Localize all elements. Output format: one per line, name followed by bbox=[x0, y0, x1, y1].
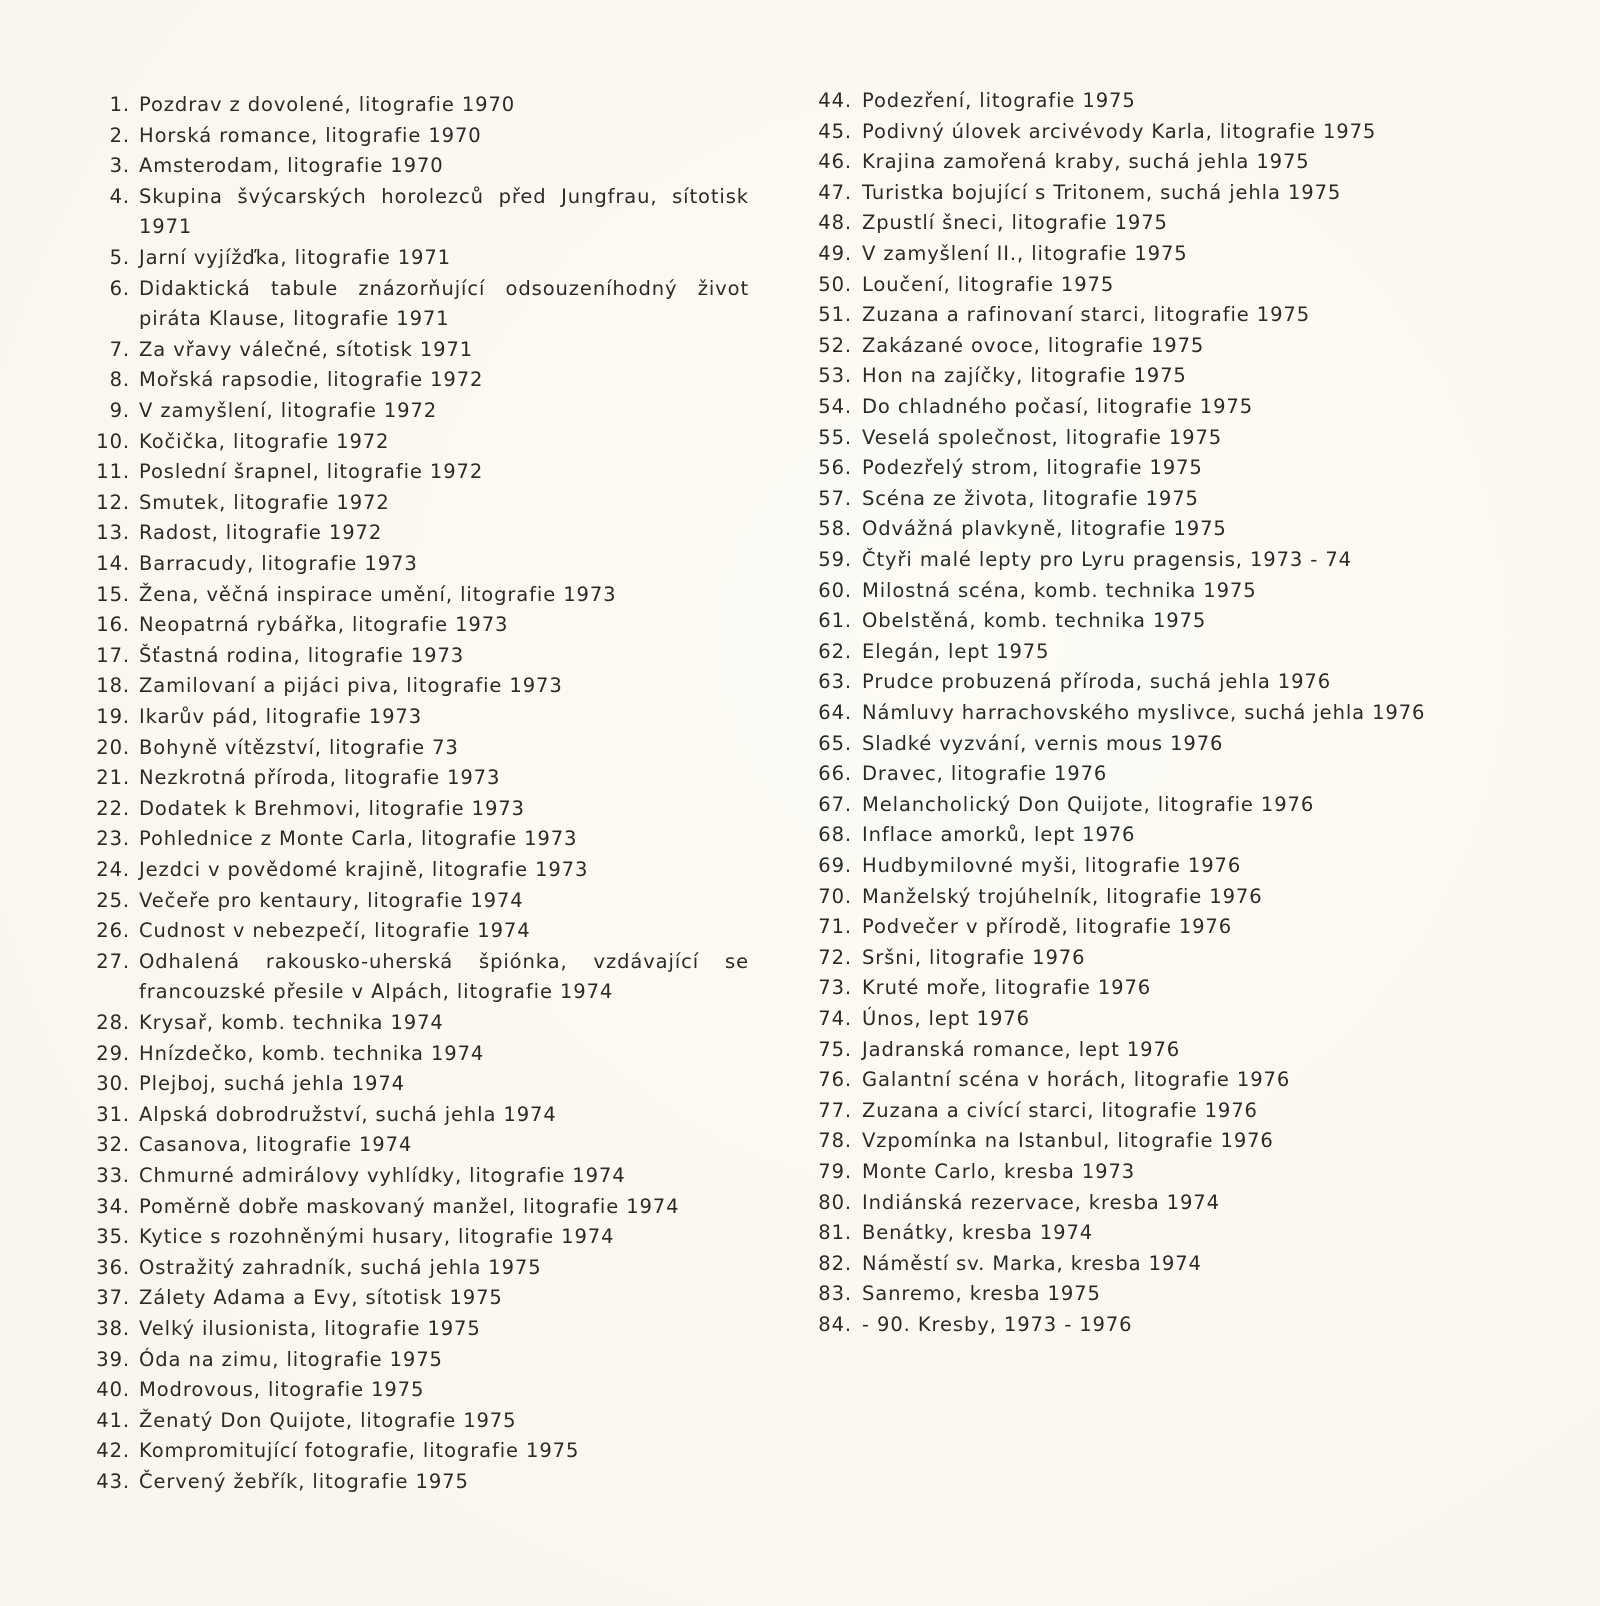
entry-number: 42. bbox=[96, 1439, 130, 1463]
catalogue-entry bbox=[88, 274, 749, 335]
entry-number: 46. bbox=[818, 150, 852, 174]
entry-title: Loučení, litografie 1975 bbox=[862, 272, 1115, 296]
entry-title: Červený žebřík, litografie 1975 bbox=[139, 1470, 469, 1493]
entry-number: 75. bbox=[818, 1037, 852, 1061]
entry-title: Jarní vyjížďka, litografie 1971 bbox=[139, 246, 451, 269]
entry-number: 7. bbox=[109, 337, 130, 361]
entry-number: 67. bbox=[818, 792, 852, 816]
entry-number: 13. bbox=[96, 521, 130, 545]
entry-number: 4. bbox=[109, 184, 130, 208]
entry-title: Modrovous, litografie 1975 bbox=[139, 1378, 425, 1402]
catalogue-entry bbox=[88, 457, 483, 488]
entry-title: Poměrně dobře maskovaný manžel, litografie 1974 bbox=[139, 1194, 680, 1218]
entry-number: 80. bbox=[818, 1190, 852, 1214]
entry-title: V zamyšlení, litografie 1972 bbox=[139, 399, 438, 422]
catalogue-entry bbox=[88, 1345, 443, 1376]
entry-number: 44. bbox=[818, 89, 852, 112]
catalogue-entry bbox=[818, 1126, 1274, 1157]
catalogue-entry bbox=[818, 484, 1199, 515]
catalogue-entry bbox=[88, 1406, 516, 1437]
catalogue-entry bbox=[818, 1004, 1030, 1035]
catalogue-entry bbox=[818, 729, 1223, 760]
entry-title: Hon na zajíčky, litografie 1975 bbox=[862, 364, 1187, 388]
entry-title: Zakázané ovoce, litografie 1975 bbox=[862, 333, 1205, 357]
entry-number: 37. bbox=[96, 1286, 130, 1310]
catalogue-entry bbox=[818, 147, 1310, 178]
entry-number: 38. bbox=[96, 1317, 130, 1340]
catalogue-entry bbox=[88, 121, 482, 152]
catalogue-entry bbox=[88, 1069, 405, 1100]
entry-number: 68. bbox=[818, 823, 852, 847]
entry-number: 66. bbox=[818, 762, 852, 786]
catalogue-entry bbox=[88, 549, 418, 580]
entry-title: Ikarův pád, litografie 1973 bbox=[139, 705, 423, 728]
entry-title: Skupina švýcarských horolezců před Jungfrau, sítotisk 1971 bbox=[139, 184, 749, 239]
catalogue-entry bbox=[818, 851, 1241, 882]
entry-number: 76. bbox=[818, 1068, 852, 1092]
entry-number: 70. bbox=[818, 884, 852, 908]
entry-title: Dravec, litografie 1976 bbox=[862, 762, 1108, 786]
entry-title: Do chladného počasí, litografie 1975 bbox=[862, 395, 1254, 418]
entry-title: Inflace amorků, lept 1976 bbox=[862, 823, 1136, 847]
entry-title: Indiánská rezervace, kresba 1974 bbox=[862, 1190, 1220, 1214]
entry-number: 41. bbox=[96, 1408, 130, 1432]
entry-number: 63. bbox=[818, 670, 852, 694]
entry-title: Velký ilusionista, litografie 1975 bbox=[139, 1317, 481, 1340]
catalogue-entry bbox=[88, 1283, 503, 1314]
entry-title: Dodatek k Brehmovi, litografie 1973 bbox=[139, 796, 525, 820]
entry-number: 11. bbox=[96, 460, 130, 484]
catalogue-entry bbox=[88, 1253, 542, 1284]
catalogue-entry bbox=[88, 1436, 579, 1467]
entry-number: 77. bbox=[818, 1098, 852, 1122]
entry-number: 6. bbox=[109, 276, 130, 300]
entry-title: Hudbymilovné myši, litografie 1976 bbox=[862, 854, 1242, 877]
entry-number: 36. bbox=[96, 1255, 130, 1279]
entry-title: Hnízdečko, komb. technika 1974 bbox=[139, 1041, 485, 1065]
catalogue-entry bbox=[88, 151, 444, 182]
catalogue-entry bbox=[88, 671, 563, 702]
entry-title: Čtyři malé lepty pro Lyru pragensis, 1973 - 74 bbox=[862, 548, 1352, 571]
entry-title: Pozdrav z dovolené, litografie 1970 bbox=[139, 93, 516, 116]
entry-number: 81. bbox=[818, 1221, 852, 1245]
entry-number: 40. bbox=[96, 1378, 130, 1402]
entry-number: 9. bbox=[109, 399, 130, 422]
catalogue-entry bbox=[88, 947, 749, 1008]
entry-title: Náměstí sv. Marka, kresba 1974 bbox=[862, 1251, 1202, 1275]
entry-title: Podezřelý strom, litografie 1975 bbox=[862, 456, 1203, 480]
entry-title: Večeře pro kentaury, litografie 1974 bbox=[139, 888, 524, 912]
entry-title: Amsterodam, litografie 1970 bbox=[139, 154, 444, 178]
catalogue-entry bbox=[88, 427, 389, 458]
entry-number: 21. bbox=[96, 766, 130, 790]
entry-title: Óda na zimu, litografie 1975 bbox=[139, 1347, 443, 1371]
entry-number: 49. bbox=[818, 242, 852, 265]
catalogue-entry bbox=[818, 270, 1114, 301]
catalogue-entry bbox=[88, 365, 483, 396]
entry-number: 57. bbox=[818, 486, 852, 510]
entry-title: Poslední šrapnel, litografie 1972 bbox=[139, 460, 484, 484]
catalogue-entry bbox=[818, 1218, 1093, 1249]
entry-title: Barracudy, litografie 1973 bbox=[139, 552, 418, 575]
entry-number: 48. bbox=[818, 211, 852, 235]
entry-title: Pohlednice z Monte Carla, litografie 1973 bbox=[139, 827, 578, 851]
entry-title: Plejboj, suchá jehla 1974 bbox=[139, 1072, 405, 1096]
entry-title: Didaktická tabule znázorňující odsouzeníhodný život piráta Klause, litografie 1971 bbox=[139, 276, 749, 331]
catalogue-entry bbox=[88, 1161, 626, 1192]
entry-number: 33. bbox=[96, 1164, 130, 1187]
entry-number: 78. bbox=[818, 1129, 852, 1153]
catalogue-entry bbox=[818, 117, 1376, 148]
catalogue-entry bbox=[88, 1039, 484, 1070]
catalogue-entry bbox=[818, 759, 1107, 790]
catalogue-entry bbox=[88, 794, 525, 825]
entry-number: 29. bbox=[96, 1041, 130, 1065]
entry-number: 15. bbox=[96, 582, 130, 606]
entry-title: Podvečer v přírodě, litografie 1976 bbox=[862, 915, 1233, 939]
entry-title: Námluvy harrachovského myslivce, suchá jehla 1976 bbox=[862, 701, 1426, 724]
entry-number: 50. bbox=[818, 272, 852, 296]
catalogue-entry bbox=[88, 824, 577, 855]
entry-title: Za vřavy válečné, sítotisk 1971 bbox=[139, 337, 474, 361]
catalogue-entry bbox=[818, 1035, 1180, 1066]
entry-number: 61. bbox=[818, 609, 852, 633]
entry-title: Scéna ze života, litografie 1975 bbox=[862, 486, 1199, 510]
catalogue-entry bbox=[818, 545, 1352, 576]
catalogue-entry bbox=[818, 86, 1136, 117]
entry-title: Krysař, komb. technika 1974 bbox=[139, 1011, 444, 1034]
catalogue-entry bbox=[818, 698, 1425, 729]
catalogue-entry bbox=[88, 1467, 469, 1498]
entry-title: Elegán, lept 1975 bbox=[862, 639, 1050, 663]
entry-number: 53. bbox=[818, 364, 852, 388]
catalogue-entry bbox=[818, 606, 1206, 637]
entry-number: 82. bbox=[818, 1251, 852, 1275]
entry-number: 30. bbox=[96, 1072, 130, 1096]
entry-title: Chmurné admirálovy vyhlídky, litografie 1974 bbox=[139, 1164, 626, 1187]
entry-title: Zuzana a rafinovaní starci, litografie 1975 bbox=[862, 303, 1310, 327]
entry-number: 51. bbox=[818, 303, 852, 327]
catalogue-entry bbox=[818, 1157, 1135, 1188]
entry-number: 24. bbox=[96, 858, 130, 881]
entry-title: Benátky, kresba 1974 bbox=[862, 1221, 1094, 1245]
catalogue-entry bbox=[818, 208, 1168, 239]
catalogue-entry bbox=[818, 912, 1232, 943]
entry-title: Sršni, litografie 1976 bbox=[862, 945, 1086, 969]
entry-number: 31. bbox=[96, 1102, 130, 1126]
catalogue-entry bbox=[88, 243, 451, 274]
entry-title: Zpustlí šneci, litografie 1975 bbox=[862, 211, 1168, 235]
entry-title: Krajina zamořená kraby, suchá jehla 1975 bbox=[862, 150, 1310, 174]
entry-title: Neopatrná rybářka, litografie 1973 bbox=[139, 613, 509, 637]
entry-number: 32. bbox=[96, 1133, 130, 1157]
entry-number: 58. bbox=[818, 517, 852, 541]
entry-title: Jezdci v povědomé krajině, litografie 1973 bbox=[139, 858, 589, 881]
catalogue-entry bbox=[818, 973, 1151, 1004]
entry-title: Manželský trojúhelník, litografie 1976 bbox=[862, 884, 1263, 908]
entry-number: 47. bbox=[818, 180, 852, 204]
entry-number: 59. bbox=[818, 548, 852, 571]
catalogue-entry bbox=[818, 453, 1203, 484]
entry-title: Sladké vyzvání, vernis mous 1976 bbox=[862, 731, 1224, 755]
entry-title: Podivný úlovek arcivévody Karla, litografie 1975 bbox=[862, 119, 1377, 143]
entry-title: Kruté moře, litografie 1976 bbox=[862, 976, 1152, 1000]
entry-title: Šťastná rodina, litografie 1973 bbox=[139, 643, 465, 667]
catalogue-entry bbox=[88, 733, 459, 764]
catalogue-entry bbox=[818, 178, 1341, 209]
catalogue-entry bbox=[818, 637, 1049, 668]
entry-number: 22. bbox=[96, 796, 130, 820]
entry-title: - 90. Kresby, 1973 - 1976 bbox=[862, 1313, 1133, 1336]
entry-title: Podezření, litografie 1975 bbox=[862, 89, 1136, 112]
catalogue-entry bbox=[818, 1065, 1290, 1096]
entry-number: 64. bbox=[818, 701, 852, 724]
entry-title: Galantní scéna v horách, litografie 1976 bbox=[862, 1068, 1291, 1092]
catalogue-entry bbox=[88, 641, 464, 672]
catalogue-entry bbox=[88, 610, 508, 641]
entry-title: Sanremo, kresba 1975 bbox=[862, 1282, 1101, 1306]
entry-number: 5. bbox=[109, 246, 130, 269]
catalogue-entry bbox=[818, 331, 1204, 362]
entry-title: Cudnost v nebezpečí, litografie 1974 bbox=[139, 919, 531, 943]
catalogue-entry bbox=[818, 361, 1187, 392]
entry-number: 23. bbox=[96, 827, 130, 851]
entry-number: 73. bbox=[818, 976, 852, 1000]
entry-number: 14. bbox=[96, 552, 130, 575]
catalogue-entry bbox=[818, 943, 1085, 974]
catalogue-entry bbox=[818, 514, 1227, 545]
entry-number: 17. bbox=[96, 643, 130, 667]
catalogue-entry bbox=[88, 580, 616, 611]
catalogue-entry bbox=[88, 488, 390, 519]
entry-number: 65. bbox=[818, 731, 852, 755]
entry-number: 20. bbox=[96, 735, 130, 759]
entry-title: Kompromitující fotografie, litografie 1975 bbox=[139, 1439, 580, 1463]
catalogue-entry bbox=[88, 1222, 614, 1253]
catalogue-entry bbox=[88, 1192, 679, 1223]
catalogue-entry bbox=[818, 1310, 1132, 1341]
entry-title: Alpská dobrodružství, suchá jehla 1974 bbox=[139, 1102, 557, 1126]
catalogue-entry bbox=[818, 423, 1222, 454]
entry-title: Kočička, litografie 1972 bbox=[139, 429, 390, 453]
entry-number: 34. bbox=[96, 1194, 130, 1218]
entry-number: 2. bbox=[109, 123, 130, 147]
entry-title: Turistka bojující s Tritonem, suchá jehla 1975 bbox=[862, 180, 1342, 204]
entry-number: 16. bbox=[96, 613, 130, 637]
entry-title: Zamilovaní a pijáci piva, litografie 1973 bbox=[139, 674, 563, 698]
catalogue-entry bbox=[88, 396, 437, 427]
catalogue-entry bbox=[818, 239, 1188, 270]
entry-title: Mořská rapsodie, litografie 1972 bbox=[139, 368, 484, 392]
entry-title: Vzpomínka na Istanbul, litografie 1976 bbox=[862, 1129, 1274, 1153]
entry-number: 71. bbox=[818, 915, 852, 939]
catalogue-entry bbox=[818, 1188, 1220, 1219]
entry-number: 52. bbox=[818, 333, 852, 357]
entry-number: 43. bbox=[96, 1470, 130, 1493]
entry-number: 35. bbox=[96, 1225, 130, 1249]
catalogue-entry bbox=[818, 790, 1314, 821]
catalogue-entry bbox=[818, 820, 1135, 851]
catalogue-entry bbox=[818, 1279, 1101, 1310]
entry-title: Casanova, litografie 1974 bbox=[139, 1133, 413, 1157]
entry-title: Žena, věčná inspirace umění, litografie 1973 bbox=[139, 582, 617, 606]
catalogue-entry bbox=[88, 702, 422, 733]
entry-title: Nezkrotná příroda, litografie 1973 bbox=[139, 766, 501, 790]
entry-number: 28. bbox=[96, 1011, 130, 1034]
catalogue-entry bbox=[88, 916, 531, 947]
entry-title: Milostná scéna, komb. technika 1975 bbox=[862, 578, 1257, 602]
entry-number: 54. bbox=[818, 395, 852, 418]
entry-number: 12. bbox=[96, 490, 130, 514]
entry-number: 18. bbox=[96, 674, 130, 698]
entry-number: 74. bbox=[818, 1007, 852, 1030]
entry-title: Ostražitý zahradník, suchá jehla 1975 bbox=[139, 1255, 542, 1279]
catalogue-entry bbox=[88, 1314, 481, 1345]
entry-title: V zamyšlení II., litografie 1975 bbox=[862, 242, 1188, 265]
catalogue-entry bbox=[818, 1249, 1202, 1280]
catalogue-entry bbox=[88, 763, 500, 794]
entry-number: 1. bbox=[109, 93, 130, 116]
entry-title: Ženatý Don Quijote, litografie 1975 bbox=[139, 1408, 517, 1432]
entry-title: Radost, litografie 1972 bbox=[139, 521, 383, 545]
entry-title: Únos, lept 1976 bbox=[862, 1007, 1030, 1030]
entry-number: 55. bbox=[818, 425, 852, 449]
catalogue-entry bbox=[88, 90, 515, 121]
entry-title: Melancholický Don Quijote, litografie 1976 bbox=[862, 792, 1315, 816]
entry-number: 56. bbox=[818, 456, 852, 480]
entry-title: Bohyně vítězství, litografie 73 bbox=[139, 735, 459, 759]
entry-title: Zuzana a civící starci, litografie 1976 bbox=[862, 1098, 1258, 1122]
catalogue-entry bbox=[88, 182, 749, 243]
entry-number: 8. bbox=[109, 368, 130, 392]
entry-number: 79. bbox=[818, 1160, 852, 1183]
entry-number: 72. bbox=[818, 945, 852, 969]
entry-number: 45. bbox=[818, 119, 852, 143]
entry-title: Prudce probuzená příroda, suchá jehla 1976 bbox=[862, 670, 1332, 694]
catalogue-entry bbox=[88, 1008, 444, 1039]
entry-number: 26. bbox=[96, 919, 130, 943]
entry-number: 62. bbox=[818, 639, 852, 663]
catalogue-entry bbox=[818, 1096, 1258, 1127]
entry-title: Horská romance, litografie 1970 bbox=[139, 123, 482, 147]
entry-title: Zálety Adama a Evy, sítotisk 1975 bbox=[139, 1286, 503, 1310]
entry-number: 69. bbox=[818, 854, 852, 877]
entry-number: 84. bbox=[818, 1313, 852, 1336]
catalogue-entry bbox=[818, 392, 1253, 423]
entry-title: Veselá společnost, litografie 1975 bbox=[862, 425, 1223, 449]
catalogue-entry bbox=[88, 855, 588, 886]
catalogue-entry bbox=[818, 300, 1310, 331]
entry-title: Obelstěná, komb. technika 1975 bbox=[862, 609, 1207, 633]
catalogue-entry bbox=[818, 667, 1331, 698]
entry-number: 83. bbox=[818, 1282, 852, 1306]
entry-number: 3. bbox=[109, 154, 130, 178]
catalogue-entry bbox=[88, 518, 382, 549]
entry-title: Monte Carlo, kresba 1973 bbox=[862, 1160, 1136, 1183]
catalogue-entry bbox=[88, 335, 473, 366]
entry-number: 27. bbox=[96, 949, 130, 973]
catalogue-entry bbox=[88, 1375, 424, 1406]
entry-number: 10. bbox=[96, 429, 130, 453]
catalogue-entry bbox=[818, 882, 1263, 913]
entry-title: Odvážná plavkyně, litografie 1975 bbox=[862, 517, 1227, 541]
catalogue-entry bbox=[88, 1130, 412, 1161]
entry-number: 60. bbox=[818, 578, 852, 602]
entry-number: 19. bbox=[96, 705, 130, 728]
catalogue-entry bbox=[818, 576, 1257, 607]
entry-title: Odhalená rakousko-uherská špiónka, vzdávající se francouzské přesile v Alpách, litografie 1974 bbox=[139, 949, 749, 1004]
catalogue-entry bbox=[88, 1100, 557, 1131]
entry-title: Smutek, litografie 1972 bbox=[139, 490, 390, 514]
entry-number: 25. bbox=[96, 888, 130, 912]
entry-title: Kytice s rozohněnými husary, litografie 1974 bbox=[139, 1225, 615, 1249]
catalogue-entry bbox=[88, 886, 524, 917]
entry-title: Jadranská romance, lept 1976 bbox=[862, 1037, 1181, 1061]
entry-number: 39. bbox=[96, 1347, 130, 1371]
